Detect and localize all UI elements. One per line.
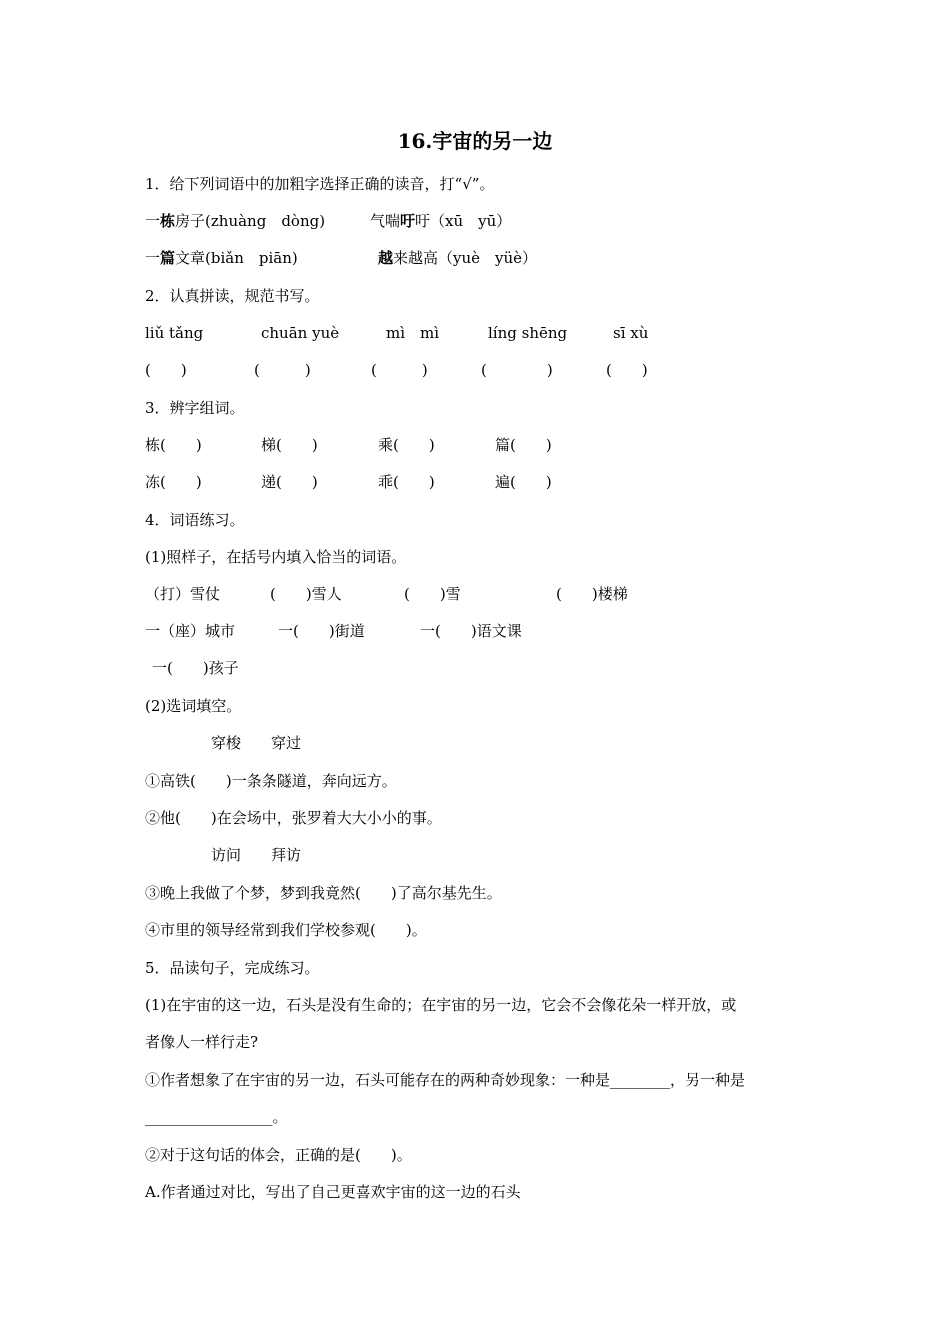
q2-pinyin-5: sī xù — [613, 324, 649, 342]
q3-r1-2[interactable]: 梯( ) — [261, 436, 318, 454]
q5-option-a: A.作者通过对比，写出了自己更喜欢宇宙的这一边的石头 — [145, 1183, 521, 1201]
q1-item-4 — [378, 248, 537, 268]
q1-item-1-post: 房子(zhuàng dòng) — [175, 212, 326, 230]
page-title: 16.宇宙的另一边 — [397, 129, 553, 153]
q4-choices-2: 访问 拜访 — [211, 846, 302, 864]
q3-r1-4[interactable]: 篇( ) — [495, 436, 552, 454]
q2-pinyin-1: liǔ tǎng — [145, 324, 204, 342]
q1-item-3-pre: 一 — [145, 249, 161, 267]
q1-item-4-bold: 越 — [378, 249, 394, 267]
q3-r2-1[interactable]: 冻( ) — [145, 473, 202, 491]
q2-pinyin-3: mì mì — [386, 324, 440, 342]
q5-heading: 5．品读句子，完成练习。 — [145, 959, 320, 977]
q3-r2-3[interactable]: 乖( ) — [378, 473, 435, 491]
q4-r1-1: （打）雪仗 — [145, 585, 221, 603]
q4-r1-2[interactable]: ( )雪人 — [270, 585, 342, 603]
q2-blank-1[interactable]: ( ) — [145, 361, 187, 379]
q2-pinyin-4: líng shēng — [488, 324, 568, 342]
q1-heading: 1．给下列词语中的加粗字选择正确的读音，打“√”。 — [145, 175, 495, 193]
q4-r2-1: 一（座）城市 — [145, 622, 236, 640]
q2-blank-3[interactable]: ( ) — [371, 361, 428, 379]
q4-sub2: (2)选词填空。 — [145, 697, 242, 715]
q4-sentence-2: ②他( )在会场中，张罗着大大小小的事。 — [145, 809, 442, 827]
q4-r1-4[interactable]: ( )楼梯 — [556, 585, 628, 603]
q2-blank-4[interactable]: ( ) — [481, 361, 553, 379]
q4-r2-3[interactable]: 一( )语文课 — [420, 622, 522, 640]
q1-item-1-bold: 栋 — [160, 212, 176, 230]
q1-item-3-bold: 篇 — [160, 249, 176, 267]
q1-item-2-post: 吁（xū yū） — [415, 212, 512, 230]
q3-r1-1[interactable]: 栋( ) — [145, 436, 202, 454]
q5-passage-line-2: 者像人一样行走? — [145, 1033, 259, 1051]
q2-pinyin-2: chuān yuè — [261, 324, 340, 342]
q2-heading: 2．认真拼读，规范书写。 — [145, 287, 320, 305]
q2-blank-5[interactable]: ( ) — [606, 361, 648, 379]
q2-blank-2[interactable]: ( ) — [254, 361, 311, 379]
q3-heading: 3．辨字组词。 — [145, 399, 245, 417]
q5-item-2: ②对于这句话的体会，正确的是( )。 — [145, 1146, 412, 1164]
q1-item-4-post: 来越高（yuè yüè） — [393, 249, 538, 267]
q1-item-2 — [370, 211, 511, 231]
q1-item-1-pre: 一 — [145, 212, 161, 230]
q4-r3[interactable]: 一( )孩子 — [152, 659, 239, 677]
q5-passage-line-1: (1)在宇宙的这一边，石头是没有生命的；在宇宙的另一边，它会不会像花朵一样开放，或 — [145, 996, 737, 1014]
q4-sentence-1: ①高铁( )一条条隧道，奔向远方。 — [145, 772, 397, 790]
q1-item-1 — [145, 211, 325, 231]
q4-r2-2[interactable]: 一( )街道 — [278, 622, 365, 640]
q4-choices-1: 穿梭 穿过 — [211, 734, 302, 752]
q4-sentence-3: ③晚上我做了个梦，梦到我竟然( )了高尔基先生。 — [145, 884, 502, 902]
q1-item-3 — [145, 248, 298, 268]
q1-item-3-post: 文章(biǎn piān) — [175, 249, 298, 267]
q4-sentence-4: ④市里的领导经常到我们学校参观( )。 — [145, 921, 427, 939]
q3-r1-3[interactable]: 乘( ) — [378, 436, 435, 454]
q1-item-2-pre: 气喘 — [370, 212, 401, 230]
q3-r2-2[interactable]: 递( ) — [261, 473, 318, 491]
q5-item-1-line-1: ①作者想象了在宇宙的另一边，石头可能存在的两种奇妙现象：一种是________，另一种是 — [145, 1071, 746, 1089]
q4-r1-3[interactable]: ( )雪 — [404, 585, 461, 603]
q5-item-1-line-2: _________________。 — [145, 1108, 288, 1126]
q1-item-2-bold: 吁 — [400, 212, 416, 230]
q3-r2-4[interactable]: 遍( ) — [495, 473, 552, 491]
q4-sub1: (1)照样子，在括号内填入恰当的词语。 — [145, 548, 407, 566]
q4-heading: 4．词语练习。 — [145, 511, 245, 529]
